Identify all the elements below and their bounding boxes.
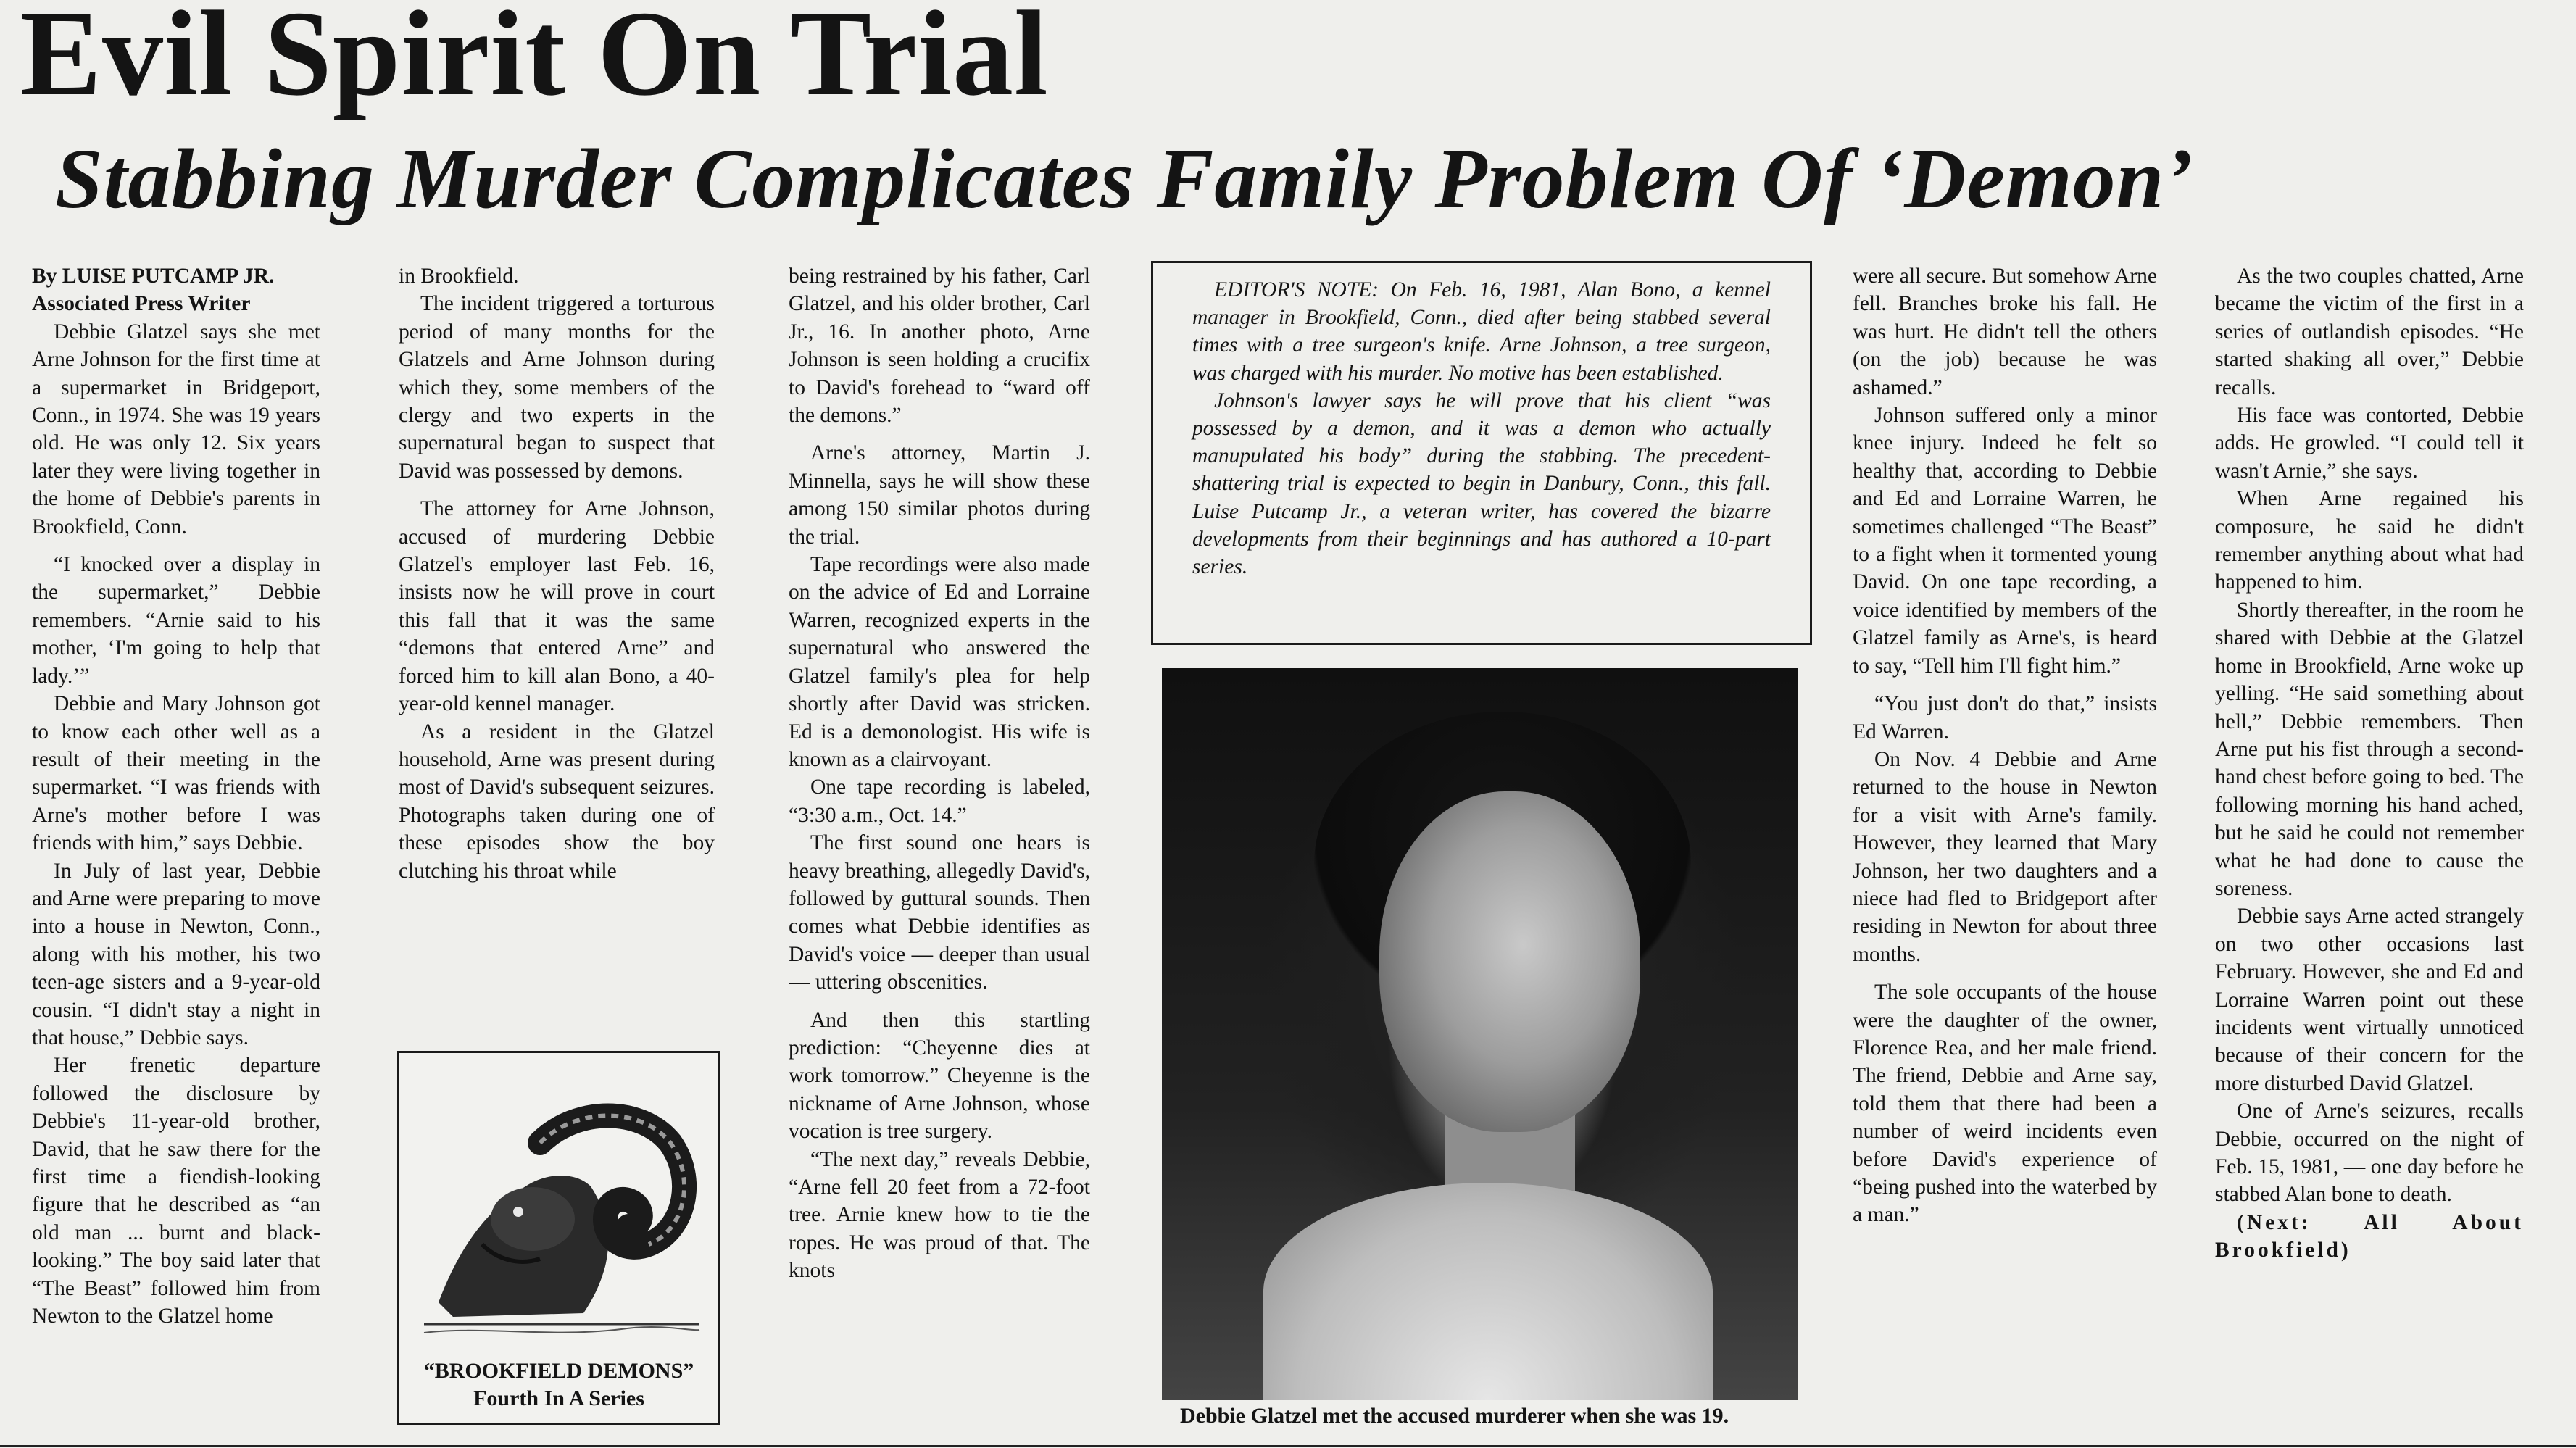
article-column-6 — [2215, 262, 2524, 1442]
paragraph: Her frenetic departure followed the disclosure by Debbie's 11-year-old brother, David, that he saw there for the first time a fiendish-looking figure that he described as “an old man ... burnt and black-looking.” The boy said later that “The Beast” followed him from Newton to the Glatzel home — [32, 1054, 320, 1328]
series-title: “BROOKFIELD DEMONS” — [423, 1359, 694, 1383]
paragraph: The attorney for Arne Johnson, accused of murdering Debbie Glatzel's employer last Feb. 16, insists now he will prove in court this fall that it was the same “demons that entered Arne” and forced him to kill alan Bono, a 40-year-old kennel manager. — [399, 497, 715, 716]
paragraph: As the two couples chatted, Arne became the victim of the first in a series of outlandish episodes. “He started shaking all over,” Debbie recalls. — [2215, 265, 2524, 399]
series-subtitle: Fourth In A Series — [473, 1386, 644, 1410]
paragraph: Johnson suffered only a minor knee injury. Indeed he felt so healthy that, according to Debbie and Ed and Lorraine Warren, he sometimes challenged “The Beast” to a fight when it tormented young David. On one tape recording, a voice identified by members of the Glatzel family as Arne's, is heard to say, “Tell him I'll fight him.” — [1853, 404, 2157, 678]
editors-note-box — [1151, 261, 1812, 645]
paragraph: His face was contorted, Debbie adds. He growled. “I could tell it wasn't Arnie,” she says. — [2215, 404, 2524, 483]
headline: Evil Spirit On Trial — [20, 0, 1049, 121]
paragraph: One of Arne's seizures, recalls Debbie, occurred on the night of Feb. 15, 1981, — one day before he stabbed Alan bone to death. — [2215, 1099, 2524, 1207]
paragraph: The first sound one hears is heavy breathing, allegedly David's, followed by guttural sounds. Then comes what Debbie identifies as David's voice — deeper than usual — uttering obscenities. — [789, 831, 1090, 994]
article-column-2 — [399, 262, 715, 1045]
paragraph: The incident triggered a torturous period of many months for the Glatzels and Arne Johnson during which they, some members of the clergy and two experts in the supernatural began to suspect that David was possessed by demons. — [399, 292, 715, 483]
paragraph: When Arne regained his composure, he said he didn't remember anything about what had happened to him. — [2215, 487, 2524, 594]
paragraph: “You just don't do that,” insists Ed Warren. — [1853, 692, 2157, 744]
article-column-1 — [32, 262, 320, 1442]
paragraph: On Nov. 4 Debbie and Arne returned to the house in Newton for a visit with Arne's family. However, they learned that Mary Johnson, her two daughters and a niece had fled to Bridgeport after residing in Newton for about three months. — [1853, 747, 2157, 966]
series-label — [399, 1357, 718, 1412]
paragraph: One tape recording is labeled, “3:30 a.m., Oct. 14.” — [789, 775, 1090, 827]
byline-title: Associated Press Writer — [32, 292, 251, 316]
paragraph: Debbie says Arne acted strangely on two other occasions last February. However, she and Ed and Lorraine Warren point out these incidents went virtually unnoticed because of their concern for the more disturbed David Glatzel. — [2215, 904, 2524, 1095]
photo-face — [1379, 791, 1640, 1132]
next-in-series: (Next: All About Brookfield) — [2215, 1210, 2524, 1262]
photo-caption: Debbie Glatzel met the accused murderer when she was 19. — [1180, 1404, 1729, 1428]
paragraph: were all secure. But somehow Arne fell. Branches broke his fall. He was hurt. He didn't tell the others (on the job) because he was ashamed.” — [1853, 265, 2157, 399]
article-column-3 — [789, 262, 1090, 1442]
paragraph: In July of last year, Debbie and Arne were preparing to move into a house in Newton, Conn., along with his mother, his two teen-age sisters and a 9-year-old cousin. “I didn't stay a night in that house,” Debbie says. — [32, 859, 320, 1049]
paragraph: Arne's attorney, Martin J. Minnella, says he will show these among 150 similar photos during the trial. — [789, 441, 1090, 549]
paragraph: Tape recordings were also made on the advice of Ed and Lorraine Warren, recognized experts in the supernatural who answered the Glatzel family's plea for help shortly after David was stricken. Ed is a demonologist. His wife is known as a clairvoyant. — [789, 553, 1090, 771]
article-column-5 — [1853, 262, 2157, 1442]
bottom-rule — [0, 1445, 2576, 1447]
paragraph: “I knocked over a display in the supermarket,” Debbie remembers. “Arnie said to his mother, ‘I'm going to help that lady.’” — [32, 553, 320, 688]
portrait-photo — [1162, 668, 1798, 1400]
series-box — [397, 1051, 720, 1425]
subhead: Stabbing Murder Complicates Family Problem Of ‘Demon’ — [55, 131, 2194, 226]
paragraph: in Brookfield. — [399, 265, 519, 288]
paragraph: The sole occupants of the house were the daughter of the owner, Florence Rea, and her male friend. The friend, Debbie and Arne say, told them that there had been a number of weird incidents even before David's experience of “being pushed into the waterbed by a man.” — [1853, 981, 2157, 1227]
ram-illustration — [410, 1063, 708, 1353]
paragraph: Debbie and Mary Johnson got to know each other well as a result of their meeting in the supermarket. “I was friends with Arne's mother before I was friends with him,” says Debbie. — [32, 692, 320, 855]
paragraph: And then this startling prediction: “Cheyenne dies at work tomorrow.” Cheyenne is the nickname of Arne Johnson, whose vocation is tree surgery. — [789, 1008, 1090, 1144]
editors-note-paragraph: Johnson's lawyer says he will prove that his client “was possessed by a demon, and it was a demon who actually manupulated his body” during the stabbing. The precedent-shattering trial is expected to begin in Danbury, Conn., this fall. Luise Putcamp Jr., a veteran writer, has covered the bizarre developments from their beginnings and has authored a 10-part series. — [1192, 388, 1771, 579]
byline-name: By LUISE PUTCAMP JR. — [32, 265, 275, 288]
editors-note-paragraph: EDITOR'S NOTE: On Feb. 16, 1981, Alan Bono, a kennel manager in Brookfield, Conn., died after being stabbed several times with a tree surgeon's knife. Arne Johnson, a tree surgeon, was charged with his murder. No motive has been established. — [1192, 278, 1771, 385]
paragraph: being restrained by his father, Carl Glatzel, and his older brother, Carl Jr., 16. In another photo, Arne Johnson is seen holding a crucifix to David's forehead to “ward off the demons.” — [789, 265, 1090, 428]
paragraph: Shortly thereafter, in the room he shared with Debbie at the Glatzel home in Brookfield, Arne woke up yelling. “He said something about hell,” Debbie remembers. Then Arne put his fist through a second-hand chest before going to bed. The following morning his hand ached, but he said he could not remember what he had done to cause the soreness. — [2215, 598, 2524, 900]
paragraph: As a resident in the Glatzel household, Arne was present during most of David's subsequent seizures. Photographs taken during one of these episodes show the boy clutching his throat while — [399, 720, 715, 883]
paragraph: “The next day,” reveals Debbie, “Arne fell 20 feet from a 72-foot tree. Arnie knew how to tie the ropes. He was proud of that. The knots — [789, 1147, 1090, 1283]
paragraph: Debbie Glatzel says she met Arne Johnson for the first time at a supermarket in Bridgeport, Conn., in 1974. She was 19 years old. He was only 12. Six years later they were living together in the home of Debbie's parents in Brookfield, Conn. — [32, 320, 320, 538]
photo-collar — [1263, 1183, 1713, 1400]
